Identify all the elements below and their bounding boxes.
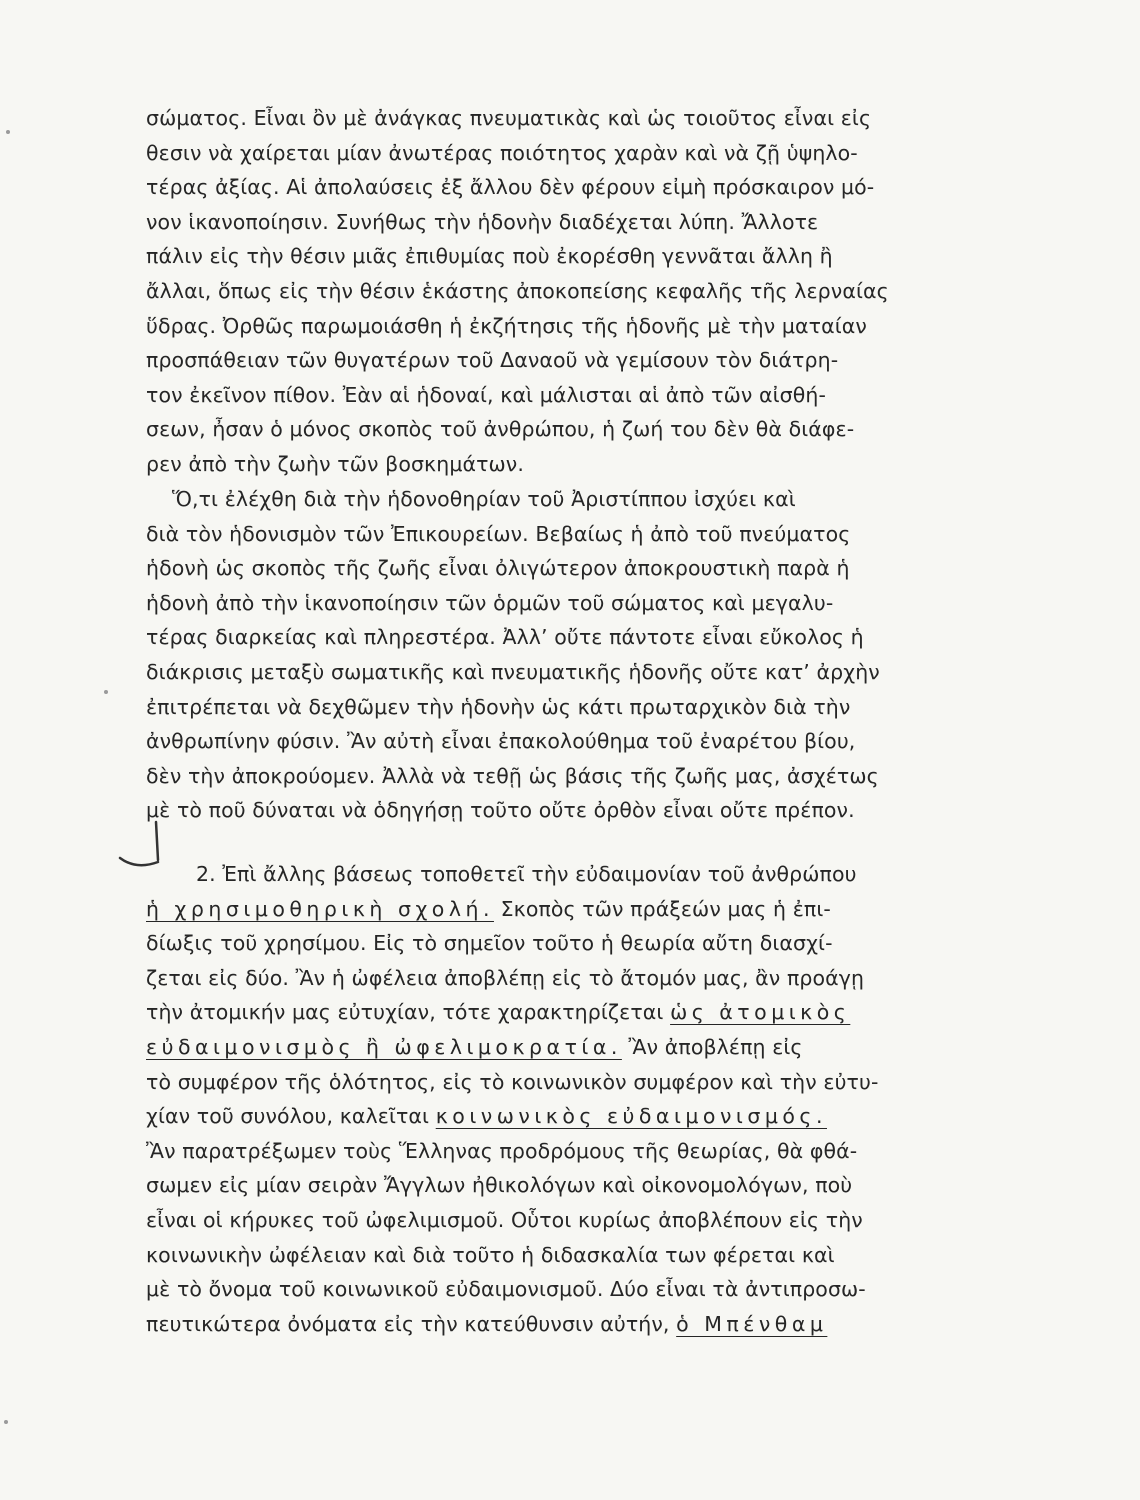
text-line: νον ἱκανοποίησιν. Συνήθως τὴν ἡδονὴν διαδέχεται λύπη. Ἄλλοτε	[146, 209, 819, 234]
text-fragment: Ἂν ἀποβλέπῃ εἰς	[628, 1034, 803, 1059]
text-fragment: πευτικώτερα ὀνόματα εἰς τὴν κατεύθυνσιν αὐτήν,	[146, 1311, 670, 1336]
text-line: Ὅ,τι ἐλέχθη διὰ τὴν ἡδονοθηρίαν τοῦ Ἀριστίππου ἰσχύει καὶ	[172, 487, 796, 511]
text-line: ἄλλαι, ὅπως εἰς τὴν θέσιν ἑκάστης ἀποκοπείσης κεφαλῆς τῆς λερναίας	[146, 278, 889, 303]
text-line: ὕδρας. Ὀρθῶς παρωμοιάσθη ἡ ἐκζήτησις τῆς ἡδονῆς μὲ τὴν ματαίαν	[146, 313, 867, 338]
paragraph-1	[146, 101, 978, 482]
speck	[104, 690, 108, 694]
text-line: τὸ συμφέρον τῆς ὁλότητος, εἰς τὸ κοινωνικὸν συμφέρον καὶ τὴν εὐτυ-	[146, 1069, 879, 1094]
text-line	[146, 1030, 978, 1065]
emphasis-term: ἡ χρησιμοθηρικὴ σχολή.	[146, 896, 494, 921]
text-line: τον ἐκεῖνον πίθον. Ἐὰν αἱ ἡδοναί, καὶ μάλισται αἱ ἀπὸ τῶν αἰσθή-	[146, 382, 826, 407]
speck	[4, 1420, 8, 1424]
text-line: διάκρισις μεταξὺ σωματικῆς καὶ πνευματικῆς ἡδονῆς οὔτε κατ’ ἀρχὴν	[146, 659, 880, 684]
text-line: Ἂν παρατρέξωμεν τοὺς Ἕλληνας προδρόμους τῆς θεωρίας, θὰ φθά-	[146, 1138, 858, 1163]
text-line: εἶναι οἱ κήρυκες τοῦ ὠφελιμισμοῦ. Οὗτοι κυρίως ἀποβλέπουν εἰς τὴν	[146, 1207, 863, 1232]
text-line: θεσιν νὰ χαίρεται μίαν ἀνωτέρας ποιότητος χαρὰν καὶ νὰ ζῇ ὑψηλο-	[146, 140, 858, 165]
emphasis-term: εὐδαιμονισμὸς ἢ ὠφελιμοκρατία.	[146, 1034, 622, 1059]
text-line: 2. Ἐπὶ ἄλλης βάσεως τοποθετεῖ τὴν εὐδαιμονίαν τοῦ ἀνθρώπου	[196, 862, 857, 886]
text-line	[146, 1307, 978, 1342]
text-line: μὲ τὸ ποῦ δύναται νὰ ὁδηγήσῃ τοῦτο οὔτε ὀρθὸν εἶναι οὔτε πρέπον.	[146, 798, 855, 823]
text-line: διὰ τὸν ἡδονισμὸν τῶν Ἐπικουρείων. Βεβαίως ἡ ἀπὸ τοῦ πνεύματος	[146, 521, 851, 546]
emphasis-term: κοινωνικὸς εὐδαιμονισμός.	[435, 1104, 827, 1129]
text-line: τέρας διαρκείας καὶ πληρεστέρα. Ἀλλ’ οὔτε πάντοτε εἶναι εὔκολος ἡ	[146, 625, 864, 650]
text-line: ρεν ἀπὸ τὴν ζωὴν τῶν βοσκημάτων.	[146, 451, 524, 476]
text-line: προσπάθειαν τῶν θυγατέρων τοῦ Δαναοῦ νὰ γεμίσουν τὸν διάτρη-	[146, 348, 839, 373]
text-line: σεων, ἦσαν ὁ μόνος σκοπὸς τοῦ ἀνθρώπου, ἡ ζωή του δὲν θὰ διάφε-	[146, 417, 855, 442]
text-line: σωμεν εἰς μίαν σειρὰν Ἄγγλων ἠθικολόγων καὶ οἰκονομολόγων, ποὺ	[146, 1173, 853, 1198]
emphasis-term: ὁ Μπένθαμ	[676, 1311, 828, 1336]
text-line: ζεται εἰς δύο. Ἂν ἡ ὠφέλεια ἀποβλέπῃ εἰς τὸ ἄτομόν μας, ἂν προάγῃ	[146, 965, 865, 990]
emphasis-term: ὡς ἀτομικὸς	[670, 1000, 851, 1025]
paragraph-3	[146, 857, 978, 1341]
text-line: ἐπιτρέπεται νὰ δεχθῶμεν τὴν ἡδονὴν ὡς κάτι πρωταρχικὸν διὰ τὴν	[146, 694, 851, 719]
text-line: σώματος. Εἶναι ὂν μὲ ἀνάγκας πνευματικὰς καὶ ὡς τοιοῦτος εἶναι εἰς	[146, 106, 872, 130]
text-line	[146, 1099, 978, 1134]
text-line: δίωξις τοῦ χρησίμου. Εἰς τὸ σημεῖον τοῦτο ἡ θεωρία αὔτη διασχί-	[146, 931, 833, 956]
text-line: ἡδονὴ ὡς σκοπὸς τῆς ζωῆς εἶναι ὀλιγώτερον ἀποκρουστικὴ παρὰ ἡ	[146, 556, 850, 581]
speck	[6, 130, 10, 134]
text-fragment: Σκοπὸς τῶν πράξεών μας ἡ ἐπι-	[500, 896, 831, 921]
text-fragment: χίαν τοῦ συνόλου, καλεῖται	[146, 1104, 430, 1129]
text-line	[146, 892, 978, 927]
paragraph-2	[146, 482, 978, 828]
text-line: κοινωνικὴν ὠφέλειαν καὶ διὰ τοῦτο ἡ διδασκαλία των φέρεται καὶ	[146, 1242, 835, 1267]
text-line: πάλιν εἰς τὴν θέσιν μιᾶς ἐπιθυμίας ποὺ ἐκορέσθη γεννᾶται ἄλλη ἢ	[146, 244, 833, 269]
text-line: ἀνθρωπίνην φύσιν. Ἂν αὐτὴ εἶναι ἐπακολούθημα τοῦ ἐναρέτου βίου,	[146, 729, 856, 754]
text-line: τέρας ἀξίας. Αἱ ἀπολαύσεις ἐξ ἄλλου δὲν φέρουν εἰμὴ πρόσκαιρον μό-	[146, 175, 875, 200]
text-fragment: τὴν ἀτομικήν μας εὐτυχίαν, τότε χαρακτηρίζεται	[146, 1000, 664, 1025]
text-line: δὲν τὴν ἀποκρούομεν. Ἀλλὰ νὰ τεθῇ ὡς βάσις τῆς ζωῆς μας, ἀσχέτως	[146, 763, 879, 788]
text-line: μὲ τὸ ὄνομα τοῦ κοινωνικοῦ εὐδαιμονισμοῦ. Δύο εἶναι τὰ ἀντιπροσω-	[146, 1277, 866, 1302]
text-line	[146, 995, 978, 1030]
text-line: ἡδονὴ ἀπὸ τὴν ἱκανοποίησιν τῶν ὁρμῶν τοῦ σώματος καὶ μεγαλυ-	[146, 590, 834, 615]
